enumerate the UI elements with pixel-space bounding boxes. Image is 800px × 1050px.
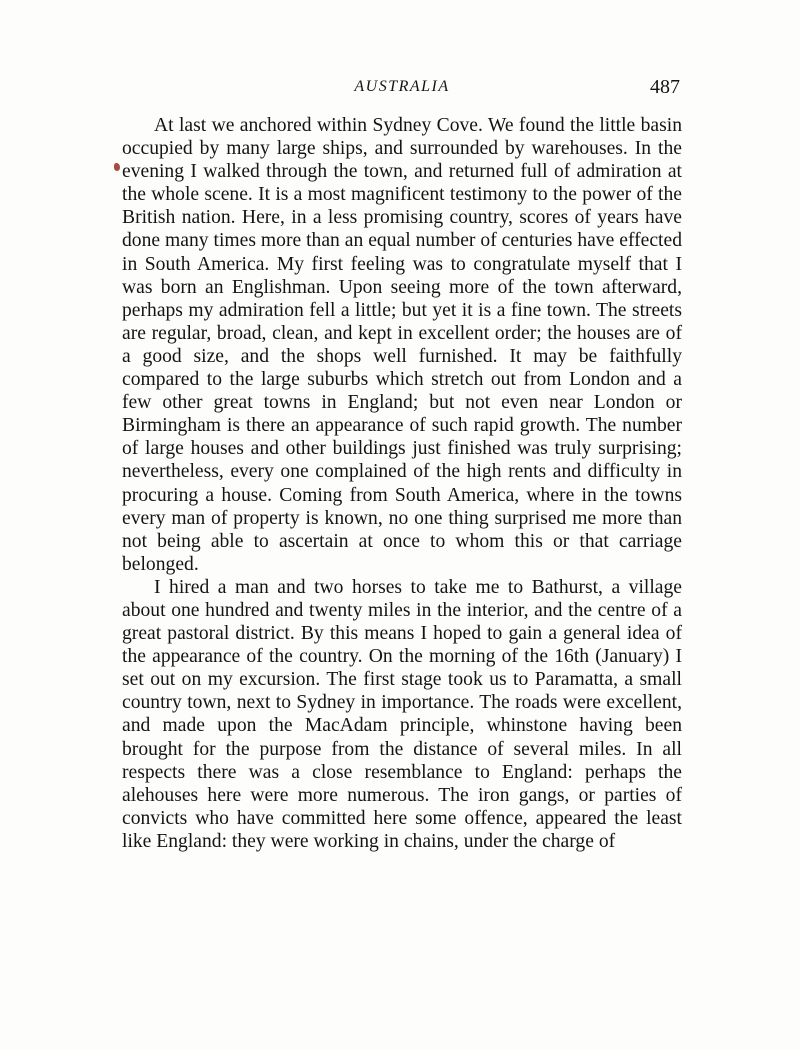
running-title: AUSTRALIA bbox=[354, 78, 450, 95]
page-number: 487 bbox=[650, 76, 680, 98]
paragraph-1: At last we anchored within Sydney Cove. We found the little basin occupied by many large ships, and surrounded by warehouses. In the evening I walked through the town, and returned full of admiration at the whole scene. It is a most magnificent testimony to the power of the British nation. Here, in a less promising country, scores of years have done many times more than an equal number of centuries have effected in South America. My first feeling was to congratulate myself that I was born an Englishman. Upon seeing more of the town afterward, perhaps my admiration fell a little; but yet it is a fine town. The streets are regular, broad, clean, and kept in excellent order; the houses are of a good size, and the shops well furnished. It may be faithfully compared to the large suburbs which stretch out from London and a few other great towns in England; but not even near London or Birmingham is there an appearance of such rapid growth. The number of large houses and other buildings just finished was truly surprising; nevertheless, every one complained of the high rents and difficulty in procuring a house. Coming from South America, where in the towns every man of property is known, no one thing surprised me more than not being able to ascertain at once to whom this or that carriage belonged. bbox=[122, 115, 682, 575]
body-text bbox=[122, 114, 682, 853]
red-ink-speck bbox=[114, 163, 120, 171]
page-header bbox=[122, 76, 682, 102]
paragraph-2: I hired a man and two horses to take me to Bathurst, a village about one hundred and twenty miles in the interior, and the centre of a great pastoral district. By this means I hoped to gain a general idea of the appearance of the country. On the morning of the 16th (January) I set out on my excursion. The first stage took us to Paramatta, a small country town, next to Sydney in importance. The roads were excellent, and made upon the MacAdam principle, whinstone having been brought for the purpose from the distance of several miles. In all respects there was a close resemblance to England: perhaps the alehouses here were more numerous. The iron gangs, or parties of convicts who have committed here some offence, appeared the least like England: they were working in chains, under the charge of bbox=[122, 576, 682, 852]
